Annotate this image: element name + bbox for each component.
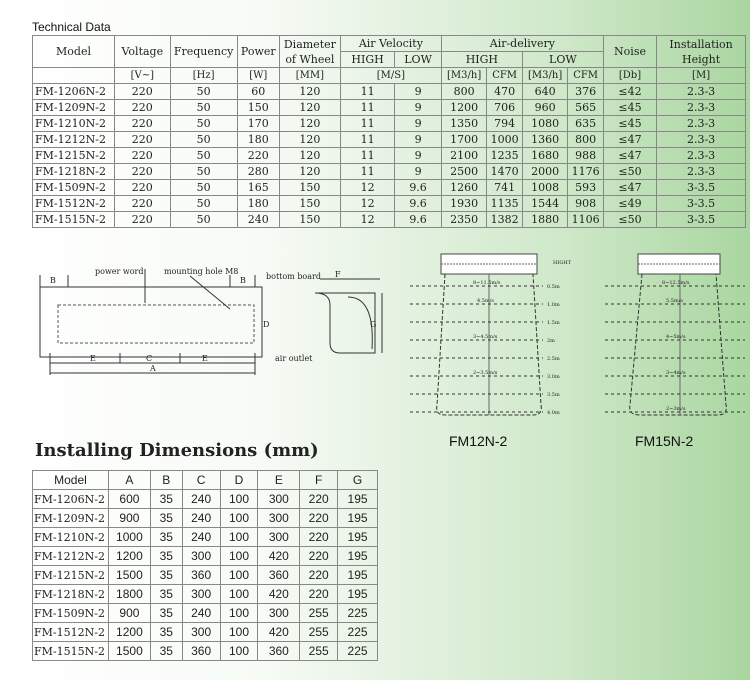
power-word-label: power word: [95, 267, 144, 276]
value-cell: 1880: [522, 212, 568, 228]
model-cell: FM-1206N-2: [33, 490, 109, 509]
value-cell: 9: [395, 148, 442, 164]
col-g: G: [338, 471, 378, 490]
value-cell: 35: [150, 509, 182, 528]
value-cell: 640: [522, 84, 568, 100]
value-cell: 1106: [568, 212, 604, 228]
fm12-scale: [547, 284, 560, 416]
value-cell: 240: [182, 509, 220, 528]
svg-text:1.5m: 1.5m: [547, 320, 560, 326]
table-row: [33, 84, 746, 100]
value-cell: 9: [395, 100, 442, 116]
value-cell: 2000: [522, 164, 568, 180]
mounting-hole-label: mounting hole M8: [164, 267, 239, 276]
unit-frequency: [Hz]: [170, 68, 237, 84]
value-cell: 1382: [487, 212, 523, 228]
value-cell: 220: [115, 212, 170, 228]
table-row: [33, 196, 746, 212]
value-cell: 100: [220, 585, 258, 604]
value-cell: 35: [150, 528, 182, 547]
table-row: [33, 100, 746, 116]
tech-header-row: [33, 36, 746, 52]
value-cell: 220: [237, 148, 279, 164]
value-cell: 9.6: [395, 180, 442, 196]
value-cell: 11: [340, 116, 394, 132]
unit-cfm-high: CFM: [487, 68, 523, 84]
value-cell: 220: [115, 84, 170, 100]
value-cell: 3-3.5: [657, 196, 746, 212]
value-cell: 165: [237, 180, 279, 196]
value-cell: 1360: [522, 132, 568, 148]
unit-voltage: [V~]: [115, 68, 170, 84]
value-cell: 9.6: [395, 212, 442, 228]
value-cell: 12: [340, 212, 394, 228]
value-cell: 35: [150, 566, 182, 585]
value-cell: 100: [220, 528, 258, 547]
col-diameter: Diameter of Wheel: [279, 36, 340, 68]
value-cell: 420: [258, 547, 300, 566]
value-cell: 1500: [108, 642, 150, 661]
value-cell: 100: [220, 604, 258, 623]
airflow-diagram-fm15: [600, 250, 750, 450]
svg-text:2~3m/s: 2~3m/s: [666, 406, 686, 412]
col-f: F: [300, 471, 338, 490]
model-cell: FM-1512N-2: [33, 623, 109, 642]
value-cell: 240: [182, 490, 220, 509]
value-cell: 300: [182, 623, 220, 642]
value-cell: 195: [338, 566, 378, 585]
fm15-level-lines: [605, 286, 745, 412]
col-velocity-low: LOW: [395, 52, 442, 68]
dim-e-right: E: [202, 354, 208, 363]
value-cell: 1680: [522, 148, 568, 164]
airflow-diagram-fm12: [405, 250, 575, 450]
bottom-board-label: bottom board: [266, 272, 321, 281]
model-cell: FM-1206N-2: [33, 84, 115, 100]
air-outlet-label: air outlet: [275, 354, 313, 363]
value-cell: 593: [568, 180, 604, 196]
fm12-hight: HIGHT: [553, 260, 572, 266]
svg-text:8~12.5m/s: 8~12.5m/s: [662, 280, 690, 286]
col-install-height: Installation Height: [657, 36, 746, 68]
col-air-delivery: Air-delivery: [441, 36, 603, 52]
value-cell: 150: [279, 196, 340, 212]
col-delivery-high: HIGH: [441, 52, 522, 68]
value-cell: 2.3-3: [657, 132, 746, 148]
col-noise: Noise: [603, 36, 656, 68]
value-cell: 300: [182, 547, 220, 566]
value-cell: 1800: [108, 585, 150, 604]
value-cell: 100: [220, 623, 258, 642]
col-b: B: [150, 471, 182, 490]
value-cell: 2.3-3: [657, 116, 746, 132]
model-cell: FM-1215N-2: [33, 148, 115, 164]
value-cell: 240: [182, 604, 220, 623]
value-cell: 220: [300, 585, 338, 604]
value-cell: 100: [220, 566, 258, 585]
dimension-diagram: [30, 265, 390, 380]
value-cell: ≤50: [603, 212, 656, 228]
value-cell: 50: [170, 100, 237, 116]
value-cell: 180: [237, 196, 279, 212]
table-row: [33, 642, 378, 661]
value-cell: 1350: [441, 116, 487, 132]
value-cell: 255: [300, 604, 338, 623]
value-cell: 1500: [108, 566, 150, 585]
value-cell: 12: [340, 180, 394, 196]
table-row: [33, 509, 378, 528]
unit-height: [M]: [657, 68, 746, 84]
table-row: [33, 490, 378, 509]
value-cell: 220: [115, 180, 170, 196]
value-cell: 1200: [441, 100, 487, 116]
value-cell: 800: [441, 84, 487, 100]
value-cell: 240: [182, 528, 220, 547]
value-cell: 50: [170, 84, 237, 100]
value-cell: 120: [279, 132, 340, 148]
value-cell: 100: [220, 642, 258, 661]
value-cell: 1260: [441, 180, 487, 196]
model-cell: FM-1212N-2: [33, 547, 109, 566]
col-d: D: [220, 471, 258, 490]
table-row: [33, 547, 378, 566]
value-cell: 1200: [108, 547, 150, 566]
value-cell: 300: [258, 528, 300, 547]
value-cell: 900: [108, 604, 150, 623]
value-cell: 300: [258, 490, 300, 509]
value-cell: 220: [300, 566, 338, 585]
value-cell: 908: [568, 196, 604, 212]
svg-text:4~5m/s: 4~5m/s: [666, 334, 686, 340]
value-cell: 11: [340, 132, 394, 148]
value-cell: 1930: [441, 196, 487, 212]
svg-text:3.0m: 3.0m: [547, 374, 560, 380]
value-cell: 225: [338, 623, 378, 642]
value-cell: 3-3.5: [657, 180, 746, 196]
value-cell: 150: [279, 212, 340, 228]
table-row: [33, 623, 378, 642]
installing-dimensions-table: [32, 470, 378, 661]
unit-velocity: [M/S]: [340, 68, 441, 84]
value-cell: 195: [338, 585, 378, 604]
col-air-velocity: Air Velocity: [340, 36, 441, 52]
dim-g: G: [370, 320, 377, 329]
svg-text:4.5m/s: 4.5m/s: [477, 298, 494, 304]
value-cell: 50: [170, 164, 237, 180]
value-cell: 50: [170, 196, 237, 212]
dim-e-left: E: [90, 354, 96, 363]
value-cell: 11: [340, 164, 394, 180]
side-profile: [315, 293, 375, 353]
table-row: [33, 604, 378, 623]
table-row: [33, 116, 746, 132]
value-cell: 195: [338, 547, 378, 566]
value-cell: 35: [150, 623, 182, 642]
table-row: [33, 132, 746, 148]
value-cell: ≤49: [603, 196, 656, 212]
col-e: E: [258, 471, 300, 490]
table-row: [33, 212, 746, 228]
technical-data-title: Technical Data: [32, 20, 111, 34]
value-cell: 195: [338, 490, 378, 509]
svg-text:4.0m: 4.0m: [547, 410, 560, 416]
value-cell: 195: [338, 509, 378, 528]
inst-header-row: [33, 471, 378, 490]
value-cell: 180: [237, 132, 279, 148]
fm12-label: FM12N-2: [449, 433, 508, 449]
value-cell: 420: [258, 623, 300, 642]
table-row: [33, 180, 746, 196]
unit-cfm-low: CFM: [568, 68, 604, 84]
value-cell: 9: [395, 164, 442, 180]
svg-text:2m: 2m: [547, 338, 555, 344]
col-power: Power: [237, 36, 279, 68]
value-cell: 220: [115, 100, 170, 116]
installing-dimensions-title: Installing Dimensions (mm): [35, 440, 319, 461]
value-cell: 35: [150, 642, 182, 661]
value-cell: 120: [279, 148, 340, 164]
value-cell: 120: [279, 100, 340, 116]
value-cell: 9: [395, 84, 442, 100]
value-cell: 800: [568, 132, 604, 148]
value-cell: 35: [150, 490, 182, 509]
value-cell: 220: [300, 490, 338, 509]
model-cell: FM-1515N-2: [33, 642, 109, 661]
value-cell: 220: [115, 196, 170, 212]
value-cell: 220: [115, 164, 170, 180]
value-cell: 170: [237, 116, 279, 132]
fm12-level-lines: [410, 286, 543, 412]
value-cell: 100: [220, 490, 258, 509]
col-a: A: [108, 471, 150, 490]
value-cell: 2500: [441, 164, 487, 180]
model-cell: FM-1215N-2: [33, 566, 109, 585]
value-cell: 280: [237, 164, 279, 180]
value-cell: ≤45: [603, 100, 656, 116]
value-cell: 9.6: [395, 196, 442, 212]
value-cell: 120: [279, 84, 340, 100]
svg-text:2.5m: 2.5m: [547, 356, 560, 362]
value-cell: 35: [150, 547, 182, 566]
tech-units-row: [33, 68, 746, 84]
value-cell: 220: [300, 547, 338, 566]
value-cell: 360: [258, 642, 300, 661]
svg-text:5.5m/s: 5.5m/s: [666, 298, 683, 304]
value-cell: 565: [568, 100, 604, 116]
value-cell: ≤47: [603, 132, 656, 148]
value-cell: 100: [220, 547, 258, 566]
col-model: Model: [33, 471, 109, 490]
svg-text:0.5m: 0.5m: [547, 284, 560, 290]
value-cell: 100: [220, 509, 258, 528]
value-cell: 1235: [487, 148, 523, 164]
value-cell: 2.3-3: [657, 164, 746, 180]
value-cell: 11: [340, 100, 394, 116]
value-cell: 9: [395, 116, 442, 132]
value-cell: 1700: [441, 132, 487, 148]
model-cell: FM-1210N-2: [33, 116, 115, 132]
svg-text:8~11.5m/s: 8~11.5m/s: [473, 280, 501, 286]
value-cell: 220: [115, 148, 170, 164]
unit-noise: [Db]: [603, 68, 656, 84]
value-cell: ≤47: [603, 148, 656, 164]
unit-m3h-low: [M3/h]: [522, 68, 568, 84]
value-cell: 50: [170, 116, 237, 132]
value-cell: 360: [182, 642, 220, 661]
table-row: [33, 148, 746, 164]
value-cell: 50: [170, 212, 237, 228]
model-cell: FM-1209N-2: [33, 509, 109, 528]
value-cell: 706: [487, 100, 523, 116]
value-cell: 900: [108, 509, 150, 528]
model-cell: FM-1515N-2: [33, 212, 115, 228]
value-cell: 225: [338, 604, 378, 623]
value-cell: 794: [487, 116, 523, 132]
value-cell: 600: [108, 490, 150, 509]
model-cell: FM-1209N-2: [33, 100, 115, 116]
value-cell: 35: [150, 604, 182, 623]
value-cell: 60: [237, 84, 279, 100]
value-cell: 741: [487, 180, 523, 196]
value-cell: 1080: [522, 116, 568, 132]
value-cell: 470: [487, 84, 523, 100]
col-voltage: Voltage: [115, 36, 170, 68]
value-cell: 1544: [522, 196, 568, 212]
fm15-label: FM15N-2: [635, 433, 694, 449]
unit-body: [40, 287, 262, 357]
value-cell: 960: [522, 100, 568, 116]
model-cell: FM-1509N-2: [33, 604, 109, 623]
value-cell: 360: [182, 566, 220, 585]
unit-diameter: [MM]: [279, 68, 340, 84]
value-cell: 220: [115, 132, 170, 148]
value-cell: ≤47: [603, 180, 656, 196]
value-cell: 420: [258, 585, 300, 604]
value-cell: 50: [170, 148, 237, 164]
value-cell: 150: [279, 180, 340, 196]
unit-power: [W]: [237, 68, 279, 84]
value-cell: 1135: [487, 196, 523, 212]
value-cell: 220: [300, 528, 338, 547]
value-cell: 240: [237, 212, 279, 228]
value-cell: 50: [170, 132, 237, 148]
svg-text:3~4m/s: 3~4m/s: [666, 370, 686, 376]
value-cell: 988: [568, 148, 604, 164]
model-cell: FM-1512N-2: [33, 196, 115, 212]
value-cell: 120: [279, 164, 340, 180]
value-cell: 255: [300, 642, 338, 661]
value-cell: 1000: [487, 132, 523, 148]
value-cell: ≤42: [603, 84, 656, 100]
value-cell: 11: [340, 84, 394, 100]
value-cell: 635: [568, 116, 604, 132]
unit-m3h-high: [M3/h]: [441, 68, 487, 84]
value-cell: 9: [395, 132, 442, 148]
value-cell: 150: [237, 100, 279, 116]
value-cell: 220: [300, 509, 338, 528]
value-cell: 35: [150, 585, 182, 604]
model-cell: FM-1210N-2: [33, 528, 109, 547]
model-cell: FM-1218N-2: [33, 164, 115, 180]
value-cell: 255: [300, 623, 338, 642]
value-cell: 300: [258, 604, 300, 623]
table-row: [33, 566, 378, 585]
value-cell: 2.3-3: [657, 148, 746, 164]
svg-text:1.0m: 1.0m: [547, 302, 560, 308]
value-cell: 2100: [441, 148, 487, 164]
value-cell: 50: [170, 180, 237, 196]
col-model: Model: [33, 36, 115, 68]
col-velocity-high: HIGH: [340, 52, 394, 68]
value-cell: ≤50: [603, 164, 656, 180]
table-row: [33, 528, 378, 547]
value-cell: 220: [115, 116, 170, 132]
col-delivery-low: LOW: [522, 52, 603, 68]
value-cell: 300: [182, 585, 220, 604]
model-cell: FM-1212N-2: [33, 132, 115, 148]
value-cell: 1470: [487, 164, 523, 180]
svg-text:3~4.5m/s: 3~4.5m/s: [473, 334, 498, 340]
table-row: [33, 164, 746, 180]
model-cell: FM-1509N-2: [33, 180, 115, 196]
value-cell: 2.3-3: [657, 84, 746, 100]
value-cell: 120: [279, 116, 340, 132]
value-cell: 360: [258, 566, 300, 585]
dim-b-right: B: [240, 276, 246, 285]
value-cell: 1000: [108, 528, 150, 547]
dim-d: D: [263, 320, 270, 329]
dim-f: F: [335, 270, 341, 279]
value-cell: 376: [568, 84, 604, 100]
dim-c: C: [146, 354, 153, 363]
value-cell: 1200: [108, 623, 150, 642]
value-cell: 2.3-3: [657, 100, 746, 116]
value-cell: 3-3.5: [657, 212, 746, 228]
technical-data-table: [32, 35, 746, 228]
svg-text:2~3.5m/s: 2~3.5m/s: [473, 370, 498, 376]
svg-text:3.5m: 3.5m: [547, 392, 560, 398]
value-cell: 11: [340, 148, 394, 164]
value-cell: ≤45: [603, 116, 656, 132]
table-row: [33, 585, 378, 604]
col-frequency: Frequency: [170, 36, 237, 68]
value-cell: 225: [338, 642, 378, 661]
value-cell: 1008: [522, 180, 568, 196]
value-cell: 1176: [568, 164, 604, 180]
col-c: C: [182, 471, 220, 490]
dim-b-left: B: [50, 276, 56, 285]
dim-a: A: [150, 364, 156, 373]
model-cell: FM-1218N-2: [33, 585, 109, 604]
value-cell: 2350: [441, 212, 487, 228]
value-cell: 12: [340, 196, 394, 212]
value-cell: 195: [338, 528, 378, 547]
value-cell: 300: [258, 509, 300, 528]
